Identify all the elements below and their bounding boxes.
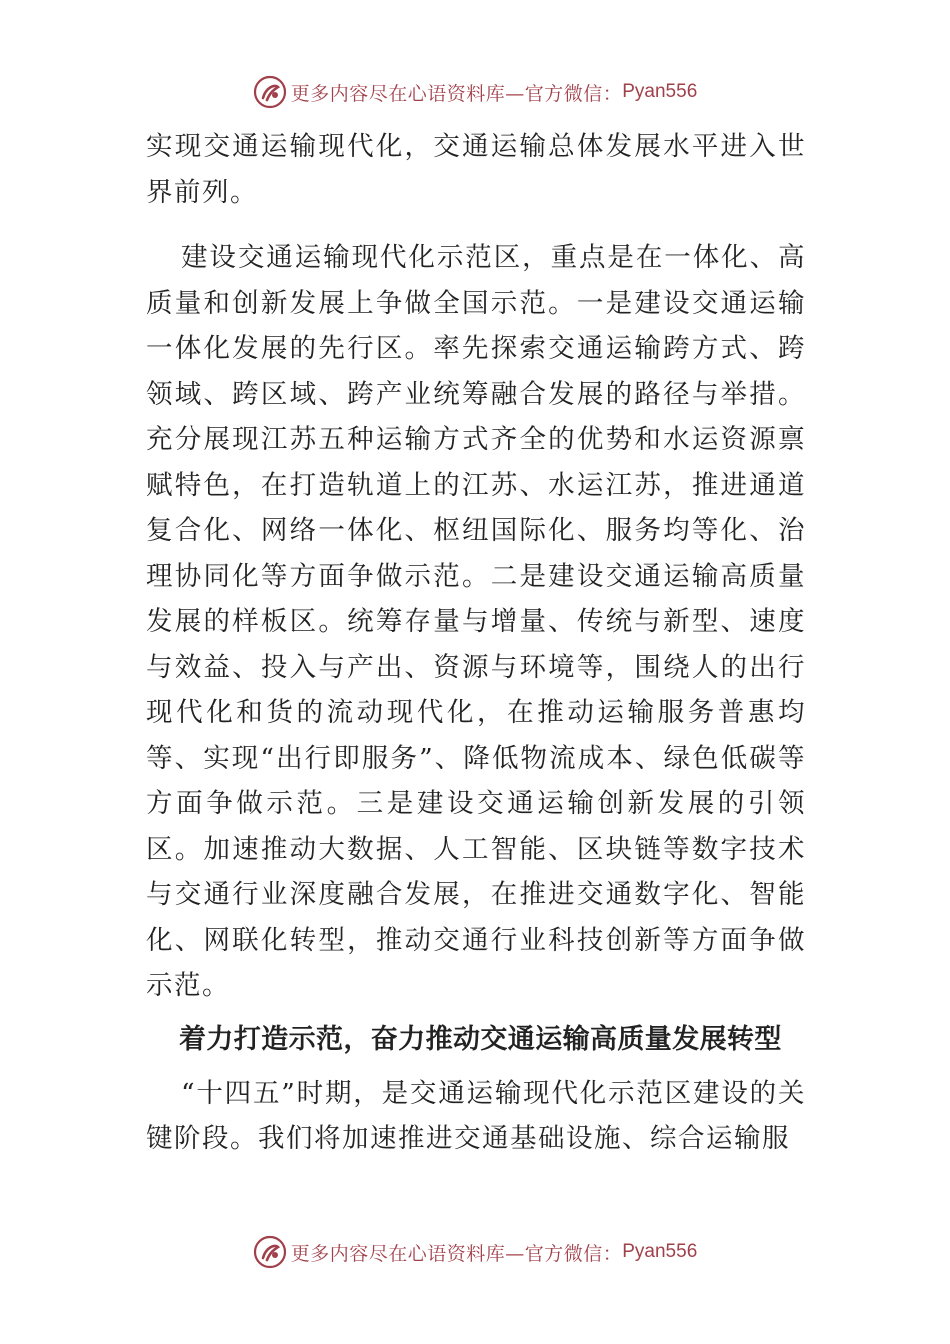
paragraph: “十四五”时期，是交通运输现代化示范区建设的关键阶段。我们将加速推进交通基础设施、综合运输服 — [146, 1077, 806, 1154]
watermark-id: Pyan556 — [622, 81, 698, 102]
paragraph: 实现交通运输现代化，交通运输总体发展水平进入世界前列。 — [146, 131, 806, 208]
seal-logo-icon — [253, 1235, 287, 1269]
seal-logo-icon — [253, 75, 287, 109]
paragraph: 建设交通运输现代化示范区，重点是在一体化、高质量和创新发展上争做全国示范。一是建设交通运输一体化发展的先行区。率先探索交通运输跨方式、跨领域、跨区域、跨产业统筹融合发展的路径与举措。充分展现江苏五种运输方式齐全的优势和水运资源禀赋特色，在打造轨道上的江苏、水运江苏，推进通道复合化、网络一体化、枢纽国际化、服务均等化、治理协同化等方面争做示范。二是建设交通运输高质量发展的样板区。统筹存量与增量、传统与新型、速度与效益、投入与产出、资源与环境等，围绕人的出行现代化和货的流动现代化，在推动运输服务普惠均等、实现“出行即服务”、降低物流成本、绿色低碳等方面争做示范。三是建设交通运输创新发展的引领区。加速推动大数据、人工智能、区块链等数字技术与交通行业深度融合发展，在推进交通数字化、智能化、网联化转型，推动交通行业科技创新等方面争做示范。 — [146, 242, 806, 1001]
article-body — [146, 124, 806, 1162]
header-watermark — [0, 72, 950, 112]
watermark-text: 更多内容尽在心语资料库—官方微信： — [290, 1242, 623, 1265]
watermark-text: 更多内容尽在心语资料库—官方微信： — [290, 82, 623, 105]
section-heading: 着力打造示范，奋力推动交通运输高质量发展转型 — [179, 1023, 782, 1055]
watermark-id: Pyan556 — [622, 1241, 698, 1262]
footer-watermark — [0, 1232, 950, 1272]
